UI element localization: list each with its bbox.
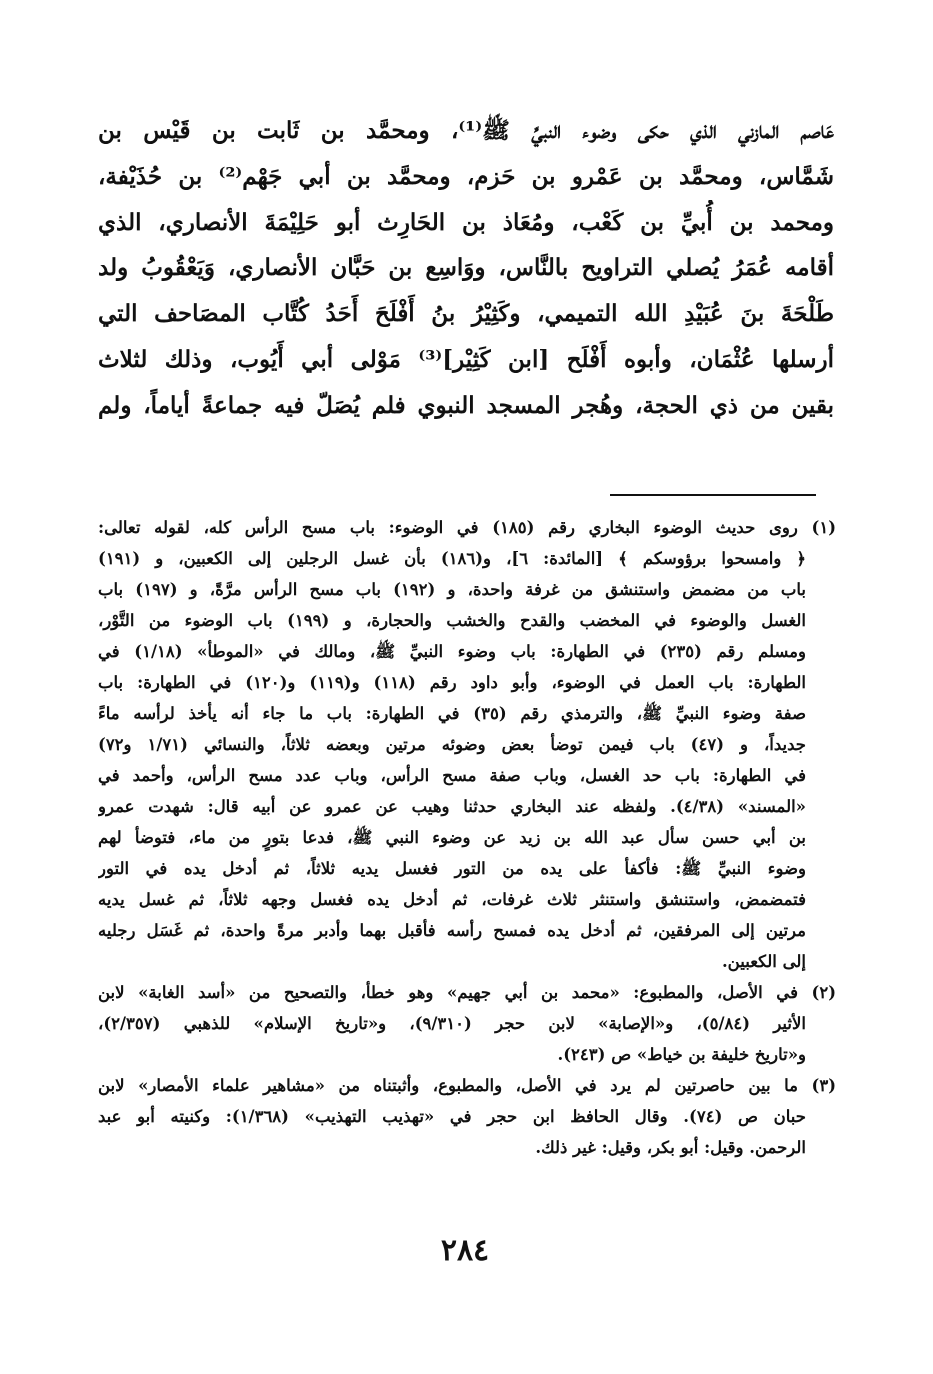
footnote-3-line: الرحمن. وقيل: أبو بكر، وقيل: غير ذلك. xyxy=(535,1138,806,1157)
footnotes-section xyxy=(98,512,836,1163)
footnote-1-line: في الطهارة: باب حد الغسل، وباب صفة مسح الرأس، وباب عدد مسح الرأس، وأحمد في xyxy=(98,766,806,785)
footnote-1-line: الغسل والوضوء في المخضب والقدح والخشب والحجارة، و (١٩٩) باب الوضوء من التَّوْر، xyxy=(98,611,806,630)
footnote-separator xyxy=(610,494,816,496)
footnote-1-line: الطهارة: باب العمل في الوضوء، وأبو داود رقم (١١٨) و(١١٩) و(١٢٠) في الطهارة: باب xyxy=(98,673,807,692)
main-text-line: ومحمد بن أُبيِّ بن كَعْب، ومُعَاذ بن الحَارِث أبو حَلِيْمَةَ الأنصاري، الذي xyxy=(98,208,834,236)
footnote-1-line: إلى الكعبين. xyxy=(721,952,806,971)
footnote-1-line: وضوء النبيِّ ﷺ: فأكفأ على يده من التور فغسل يديه ثلاثاً، ثم أدخل يده في التور xyxy=(98,859,806,878)
footnote-2-line: (٢) في الأصل، والمطبوع: «محمد بن أبي جهيم» وهو خطأ، والتصحيح من «أسد الغابة» لابن xyxy=(98,983,836,1002)
footnote-2-line: و«تاريخ خليفة بن خياط» ص (٢٤٣). xyxy=(557,1045,806,1064)
main-text-line: أقامه عُمَرُ يُصلي التراويح بالنَّاس، ووَاسِع بن حَبَّان الأنصاري، وَيَعْقُوبُ ولد xyxy=(98,254,834,282)
footnote-3-line: حبان ص (٧٤). وقال الحافظ ابن حجر في «تهذيب التهذيب» (١/٣٦٨): وكنيته أبو عبد xyxy=(98,1107,806,1126)
footnote-1-line: صفة وضوء النبيِّ ﷺ، والترمذي رقم (٣٥) في الطهارة: باب ما جاء أنه يأخذ لرأسه ماءً xyxy=(98,704,806,723)
main-text-line: بقين من ذي الحجة، وهُجر المسجد النبوي فلم يُصَلّ فيه جماعةً أياماً، ولم xyxy=(98,391,834,419)
page-number: ٢٨٤ xyxy=(440,1233,490,1268)
main-text-line: أرسلها عُثْمَان، وأبوه أَفْلَح [ابن كَثِيْر]⁽³⁾ مَوْلى أبي أَيُوب، وذلك لثلاث xyxy=(98,345,834,373)
main-text-line: عَاصم المازني الذي حكى وضوء النبيِّ ﷺ⁽¹⁾، ومحمَّد بن ثَابت بن قَيْس بن xyxy=(98,117,834,144)
footnote-1-line: ومسلم رقم (٢٣٥) في الطهارة: باب وضوء النبيِّ ﷺ، ومالك في «الموطأ» (١/١٨) في xyxy=(98,642,806,661)
footnote-1-line: فتمضمض، واستنشق واستنثر ثلاث غرفات، ثم أدخل يده فغسل وجهه ثلاثاً، ثم غسل يديه xyxy=(98,890,806,909)
footnote-2-line: الأثير (٥/٨٤)، و«الإصابة» لابن حجر (٩/٣١٠)، و«تاريخ الإسلام» للذهبي (٢/٣٥٧)، xyxy=(98,1014,806,1033)
footnote-1-line: باب من مضمض واستنشق من غرفة واحدة، و (١٩٢) باب مسح الرأس مرَّةً، و (١٩٧) باب xyxy=(98,580,807,599)
footnote-1-line: (١) روى حديث الوضوء البخاري رقم (١٨٥) في الوضوء: باب مسح الرأس كله، لقوله تعالى: xyxy=(98,518,836,537)
footnote-1-line: جديداً، و (٤٧) باب فيمن توضأ بعض وضوئه مرتين وبعضه ثلاثاً، والنسائي (١/٧١ و٧٢) xyxy=(98,735,806,754)
main-text-line: شَمَّاس، ومحمَّد بن عَمْرو بن حَزم، ومحمَّد بن أبي جَهْم⁽²⁾ بن حُذَيْفة، xyxy=(98,162,834,190)
footnote-1-line: ﴿ وامسحوا برؤوسكم ﴾ [المائدة: ٦]، و(١٨٦) بأن غسل الرجلين إلى الكعبين، و (١٩١) xyxy=(98,549,807,568)
footnote-1-line: «المسند» (٤/٣٨). ولفظه عند البخاري حدثنا وهيب عن عمرو عن أبيه قال: شهدت عمرو xyxy=(98,797,806,816)
footnote-1-line: بن أبي حسن سأل عبد الله بن زيد عن وضوء النبي ﷺ، فدعا بتورٍ من ماء، فتوضأ لهم xyxy=(98,828,806,847)
footnote-1-line: مرتين إلى المرفقين، ثم أدخل يده فمسح رأسه فأقبل بهما وأدبر مرةً واحدة، ثم غَسَل رجليه xyxy=(98,921,806,940)
main-text-line: طَلْحَةَ بنَ عُبَيْدِ الله التميمي، وكَثِيْرُ بنُ أَفْلَحَ أَحَدُ كُتَّاب المصَاحف التي xyxy=(98,300,834,328)
footnote-3-line: (٣) ما بين حاصرتين لم يرد في الأصل، والمطبوع، وأثبتناه من «مشاهير علماء الأمصار» لابن xyxy=(98,1076,836,1095)
main-text-body xyxy=(98,108,834,429)
